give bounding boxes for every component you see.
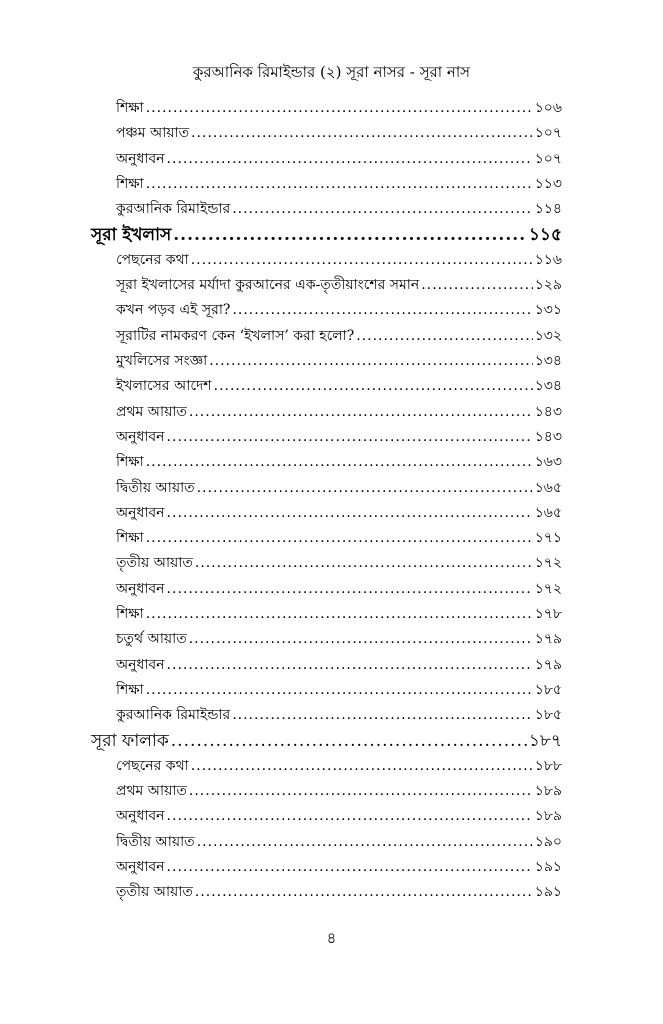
toc-entry bbox=[116, 197, 562, 222]
dot-leader bbox=[214, 374, 533, 399]
toc-section-entry bbox=[91, 729, 562, 754]
toc-entry-title: অনুধাবন bbox=[116, 428, 165, 445]
toc-entry bbox=[116, 273, 562, 298]
toc-entry-page: ১৪৩ bbox=[534, 403, 562, 420]
toc-entry-page: ১৯১ bbox=[534, 884, 562, 901]
dot-leader bbox=[189, 400, 533, 425]
toc-entry-page: ১৩১ bbox=[534, 302, 562, 319]
toc-entry bbox=[116, 425, 562, 450]
dot-leader bbox=[197, 830, 533, 855]
toc-entry bbox=[116, 248, 562, 273]
toc-entry-page: ১৭৯ bbox=[534, 631, 562, 648]
page-number: ৪ bbox=[326, 929, 337, 947]
dot-leader bbox=[146, 526, 533, 551]
dot-leader bbox=[167, 425, 533, 450]
toc-entry-title: শিক্ষা bbox=[116, 530, 144, 547]
toc-entry bbox=[116, 400, 562, 425]
toc-entry bbox=[116, 703, 562, 728]
toc-entry-page: ১০৬ bbox=[534, 100, 562, 116]
dot-leader bbox=[167, 804, 533, 829]
toc-entry-page: ১৬৫ bbox=[534, 479, 562, 496]
toc-entry-page: ১৪৩ bbox=[534, 428, 562, 445]
toc-entry-page: ১১৫ bbox=[528, 224, 562, 245]
toc-entry-page: ১৬৩ bbox=[534, 454, 562, 471]
dot-leader bbox=[167, 855, 533, 880]
dot-leader bbox=[209, 349, 533, 374]
toc-entry bbox=[116, 653, 562, 678]
toc-entry bbox=[116, 830, 562, 855]
toc-entry-page: ১৮৯ bbox=[534, 808, 562, 825]
toc-entry-title: অনুধাবন bbox=[116, 859, 165, 875]
toc-entry-title: অনুধাবন bbox=[116, 504, 165, 521]
toc-entry bbox=[116, 501, 562, 526]
dot-leader bbox=[232, 298, 532, 323]
toc-entry-page: ১৭২ bbox=[534, 580, 562, 597]
dot-leader bbox=[191, 248, 533, 273]
toc-entry-page: ১৭৮ bbox=[534, 606, 562, 622]
toc-entry-title: সূরা ইখলাসের মর্যাদা কুরআনের এক-তৃতীয়াংশের সমান bbox=[116, 277, 420, 294]
toc-entry bbox=[116, 627, 562, 652]
toc-entry-title: শিক্ষা bbox=[116, 681, 144, 698]
toc-entry-page: ১৩৪ bbox=[534, 378, 562, 395]
toc-entry-page: ১৬৫ bbox=[534, 504, 562, 521]
toc-entry bbox=[116, 349, 562, 374]
toc-entry bbox=[116, 602, 562, 627]
toc-entry-page: ১৯০ bbox=[534, 833, 562, 850]
dot-leader bbox=[421, 273, 533, 298]
toc-entry-page: ১৮৫ bbox=[534, 707, 562, 724]
toc-entry-title: শিক্ষা bbox=[116, 606, 144, 622]
toc-entry-page: ১৮৫ bbox=[534, 681, 562, 698]
toc-entry bbox=[116, 374, 562, 399]
toc-entry bbox=[116, 96, 562, 121]
toc-entry-title: শিক্ষা bbox=[116, 100, 144, 116]
toc-entry-title: চতুর্থ আয়াত bbox=[116, 631, 187, 648]
toc-entry-page: ১৮৭ bbox=[528, 730, 562, 751]
toc-entry-title: কুরআনিক রিমাইন্ডার bbox=[116, 707, 231, 724]
dot-leader bbox=[191, 754, 533, 779]
toc-entry bbox=[116, 526, 562, 551]
dot-leader bbox=[232, 197, 533, 222]
toc-entry bbox=[116, 450, 562, 475]
toc-entry-title: তৃতীয় আয়াত bbox=[116, 884, 193, 901]
toc-entry-title: শিক্ষা bbox=[116, 454, 144, 471]
dot-leader bbox=[356, 324, 532, 349]
toc-entry-title: সূরাটির নামকরণ কেন ‘ইখলাস’ করা হলো? bbox=[116, 327, 355, 344]
toc-entry-page: ১৮৮ bbox=[534, 757, 562, 774]
toc-entry-page: ১১৬ bbox=[534, 251, 562, 268]
toc-entry-title: দ্বিতীয় আয়াত bbox=[116, 479, 195, 496]
dot-leader bbox=[146, 450, 533, 475]
toc-entry-title: মুখলিসের সংজ্ঞা bbox=[116, 353, 208, 369]
toc-entry-title: ইখলাসের আদেশ bbox=[116, 378, 212, 395]
dot-leader bbox=[146, 172, 533, 197]
toc-entry bbox=[116, 121, 562, 146]
dot-leader bbox=[167, 501, 533, 526]
toc-entry-page: ১০৭ bbox=[534, 150, 562, 167]
toc-entry-page: ১৭৯ bbox=[534, 656, 562, 673]
dot-leader bbox=[232, 703, 533, 728]
toc-entry bbox=[116, 298, 562, 323]
dot-leader bbox=[191, 121, 533, 146]
toc-entry-title: পঞ্চম আয়াত bbox=[116, 125, 190, 142]
toc-entry-title: দ্বিতীয় আয়াত bbox=[116, 833, 195, 850]
dot-leader bbox=[146, 96, 533, 121]
toc-entry-title: অনুধাবন bbox=[116, 150, 165, 167]
toc-entry-page: ১৩২ bbox=[534, 327, 562, 344]
toc-entry-page: ১১৪ bbox=[534, 201, 562, 218]
dot-leader bbox=[146, 678, 533, 703]
dot-leader bbox=[171, 729, 527, 754]
toc-entry bbox=[116, 754, 562, 779]
toc-entry-title: কুরআনিক রিমাইন্ডার bbox=[116, 201, 231, 218]
toc-entry-page: ১০৭ bbox=[534, 125, 562, 142]
toc-entry-title: পেছনের কথা bbox=[116, 757, 189, 774]
toc-entry-page: ১১৩ bbox=[534, 175, 562, 192]
toc-section-entry bbox=[91, 223, 562, 248]
toc-entry bbox=[116, 804, 562, 829]
toc-entry bbox=[116, 551, 562, 576]
running-header: কুরআনিক রিমাইন্ডার (২) সূরা নাসর - সূরা নাস bbox=[192, 63, 471, 81]
dot-leader bbox=[195, 880, 533, 905]
toc-entry-title: তৃতীয় আয়াত bbox=[116, 555, 193, 572]
dot-leader bbox=[189, 779, 533, 804]
toc-entry-title: অনুধাবন bbox=[116, 656, 165, 673]
toc-entry-title: কখন পড়ব এই সূরা? bbox=[116, 302, 231, 319]
toc-entry-title: প্রথম আয়াত bbox=[116, 403, 187, 420]
toc-entry bbox=[116, 577, 562, 602]
toc-entry-title: অনুধাবন bbox=[116, 580, 165, 597]
dot-leader bbox=[167, 653, 533, 678]
toc-entry-title: অনুধাবন bbox=[116, 808, 165, 825]
toc-entry-page: ১৩৪ bbox=[534, 353, 562, 369]
toc-entry-page: ১৭১ bbox=[534, 530, 562, 547]
toc-entry bbox=[116, 779, 562, 804]
toc-entry bbox=[116, 678, 562, 703]
dot-leader bbox=[167, 147, 533, 172]
toc-entry-title: শিক্ষা bbox=[116, 175, 144, 192]
toc-entry bbox=[116, 880, 562, 905]
dot-leader bbox=[167, 577, 533, 602]
toc-entry bbox=[116, 172, 562, 197]
toc-entry bbox=[116, 476, 562, 501]
toc-entry-page: ১৮৯ bbox=[534, 783, 562, 800]
toc-entry-title: প্রথম আয়াত bbox=[116, 783, 187, 800]
toc-entry-title: সূরা ইখলাস bbox=[91, 224, 172, 245]
toc-entry bbox=[116, 855, 562, 880]
dot-leader bbox=[146, 602, 533, 627]
dot-leader bbox=[189, 627, 533, 652]
toc-entry bbox=[116, 324, 562, 349]
dot-leader bbox=[197, 476, 533, 501]
dot-leader bbox=[195, 551, 533, 576]
toc-entry-title: পেছনের কথা bbox=[116, 251, 189, 268]
toc-entry-page: ১২৯ bbox=[534, 277, 562, 294]
toc-entry-page: ১৭২ bbox=[534, 555, 562, 572]
toc-entry-title: সূরা ফালাক bbox=[91, 730, 169, 751]
toc-entry bbox=[116, 147, 562, 172]
toc-entry-page: ১৯১ bbox=[534, 859, 562, 875]
dot-leader bbox=[173, 223, 527, 248]
